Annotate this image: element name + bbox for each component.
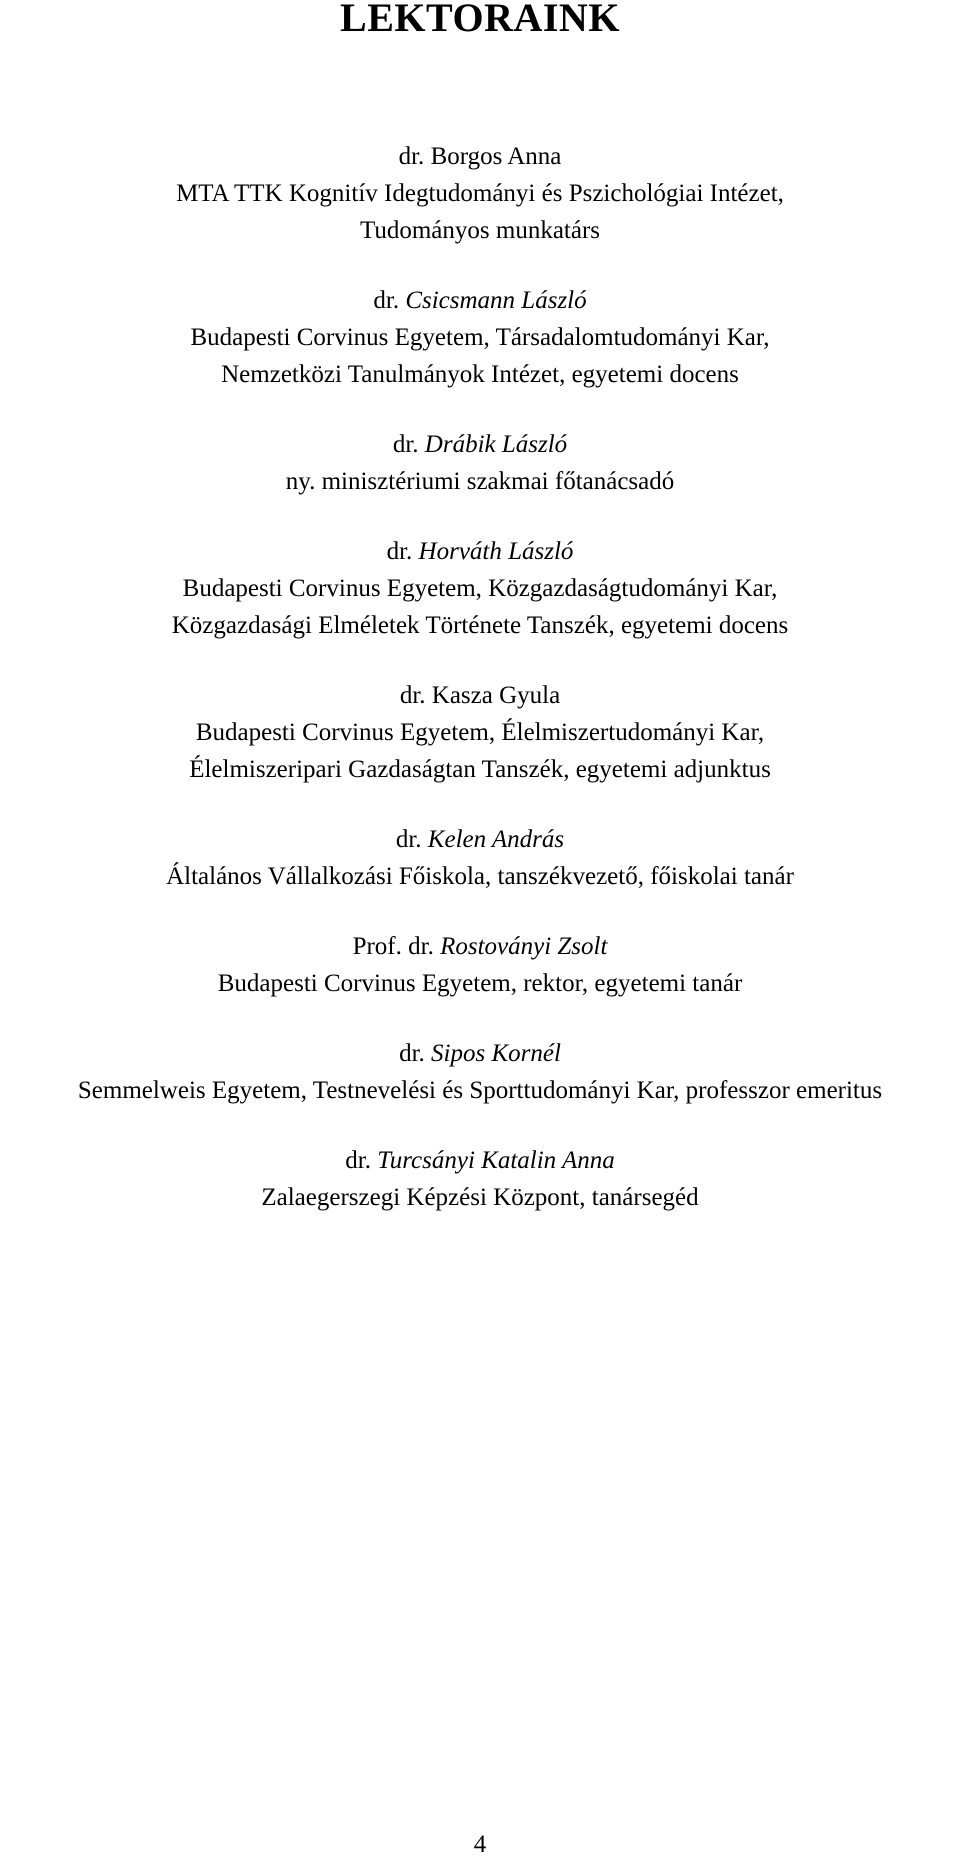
page-title: LEKTORAINK [340, 0, 620, 40]
reviewer-name: Kelen András [427, 826, 565, 853]
reviewer-heading [0, 1035, 960, 1072]
reviewer-title-prefix: dr. [398, 143, 425, 170]
page-number: 4 [473, 1831, 487, 1858]
reviewer-heading [0, 426, 960, 463]
reviewer-name: Drábik László [424, 431, 568, 458]
reviewer-affiliation: Budapesti Corvinus Egyetem, rektor, egyetemi tanár [217, 970, 743, 997]
reviewer-affiliation: Budapesti Corvinus Egyetem, Élelmiszertudományi Kar, [195, 719, 765, 746]
reviewer-entry [0, 677, 960, 788]
reviewer-affiliation: Zalaegerszegi Képzési Központ, tanársegéd [261, 1184, 699, 1211]
reviewer-heading [0, 677, 960, 714]
reviewer-title-prefix: dr. [399, 1040, 425, 1067]
reviewer-affiliation: Budapesti Corvinus Egyetem, Társadalomtudományi Kar, [190, 324, 770, 351]
reviewer-title-prefix: dr. [395, 826, 422, 853]
reviewer-title-prefix: dr. [399, 682, 426, 709]
reviewer-heading [0, 282, 960, 319]
reviewer-affiliation: Élelmiszeripari Gazdaságtan Tanszék, egyetemi adjunktus [189, 756, 771, 783]
reviewer-entry [0, 426, 960, 500]
reviewer-entry [0, 138, 960, 249]
reviewer-heading [0, 1142, 960, 1179]
reviewer-title-prefix: Prof. dr. [352, 933, 434, 960]
reviewer-title-prefix: dr. [392, 431, 419, 458]
reviewer-name: Sipos Kornél [431, 1040, 561, 1067]
reviewer-title-prefix: dr. [386, 538, 413, 565]
reviewer-entry [0, 533, 960, 644]
reviewer-entry [0, 282, 960, 393]
reviewer-name: Kasza Gyula [431, 682, 561, 709]
reviewer-entry [0, 821, 960, 895]
reviewer-affiliation: Tudományos munkatárs [359, 217, 601, 244]
reviewer-name: Horváth László [418, 538, 574, 565]
reviewer-entry [0, 928, 960, 1002]
reviewer-affiliation: Közgazdasági Elméletek Története Tanszék, egyetemi docens [171, 612, 789, 639]
reviewer-heading [0, 928, 960, 965]
reviewer-affiliation: Semmelweis Egyetem, Testnevelési és Sporttudományi Kar, professzor emeritus [77, 1077, 883, 1104]
reviewer-affiliation: Budapesti Corvinus Egyetem, Közgazdaságtudományi Kar, [182, 575, 778, 602]
reviewer-title-prefix: dr. [345, 1147, 371, 1174]
reviewer-list [0, 138, 960, 1249]
reviewer-affiliation: Általános Vállalkozási Főiskola, tanszékvezető, főiskolai tanár [166, 863, 794, 890]
reviewer-affiliation: ny. minisztériumi szakmai főtanácsadó [285, 468, 675, 495]
reviewer-name: Csicsmann László [405, 287, 587, 314]
reviewer-name: Borgos Anna [430, 143, 562, 170]
reviewer-name: Turcsányi Katalin Anna [377, 1147, 615, 1174]
reviewer-heading [0, 138, 960, 175]
reviewer-heading [0, 533, 960, 570]
reviewer-title-prefix: dr. [373, 287, 400, 314]
reviewer-affiliation: MTA TTK Kognitív Idegtudományi és Pszichológiai Intézet, [176, 180, 784, 207]
reviewer-affiliation: Nemzetközi Tanulmányok Intézet, egyetemi docens [221, 361, 739, 388]
reviewer-heading [0, 821, 960, 858]
reviewer-entry [0, 1035, 960, 1109]
reviewer-entry [0, 1142, 960, 1216]
reviewer-name: Rostoványi Zsolt [440, 933, 608, 960]
